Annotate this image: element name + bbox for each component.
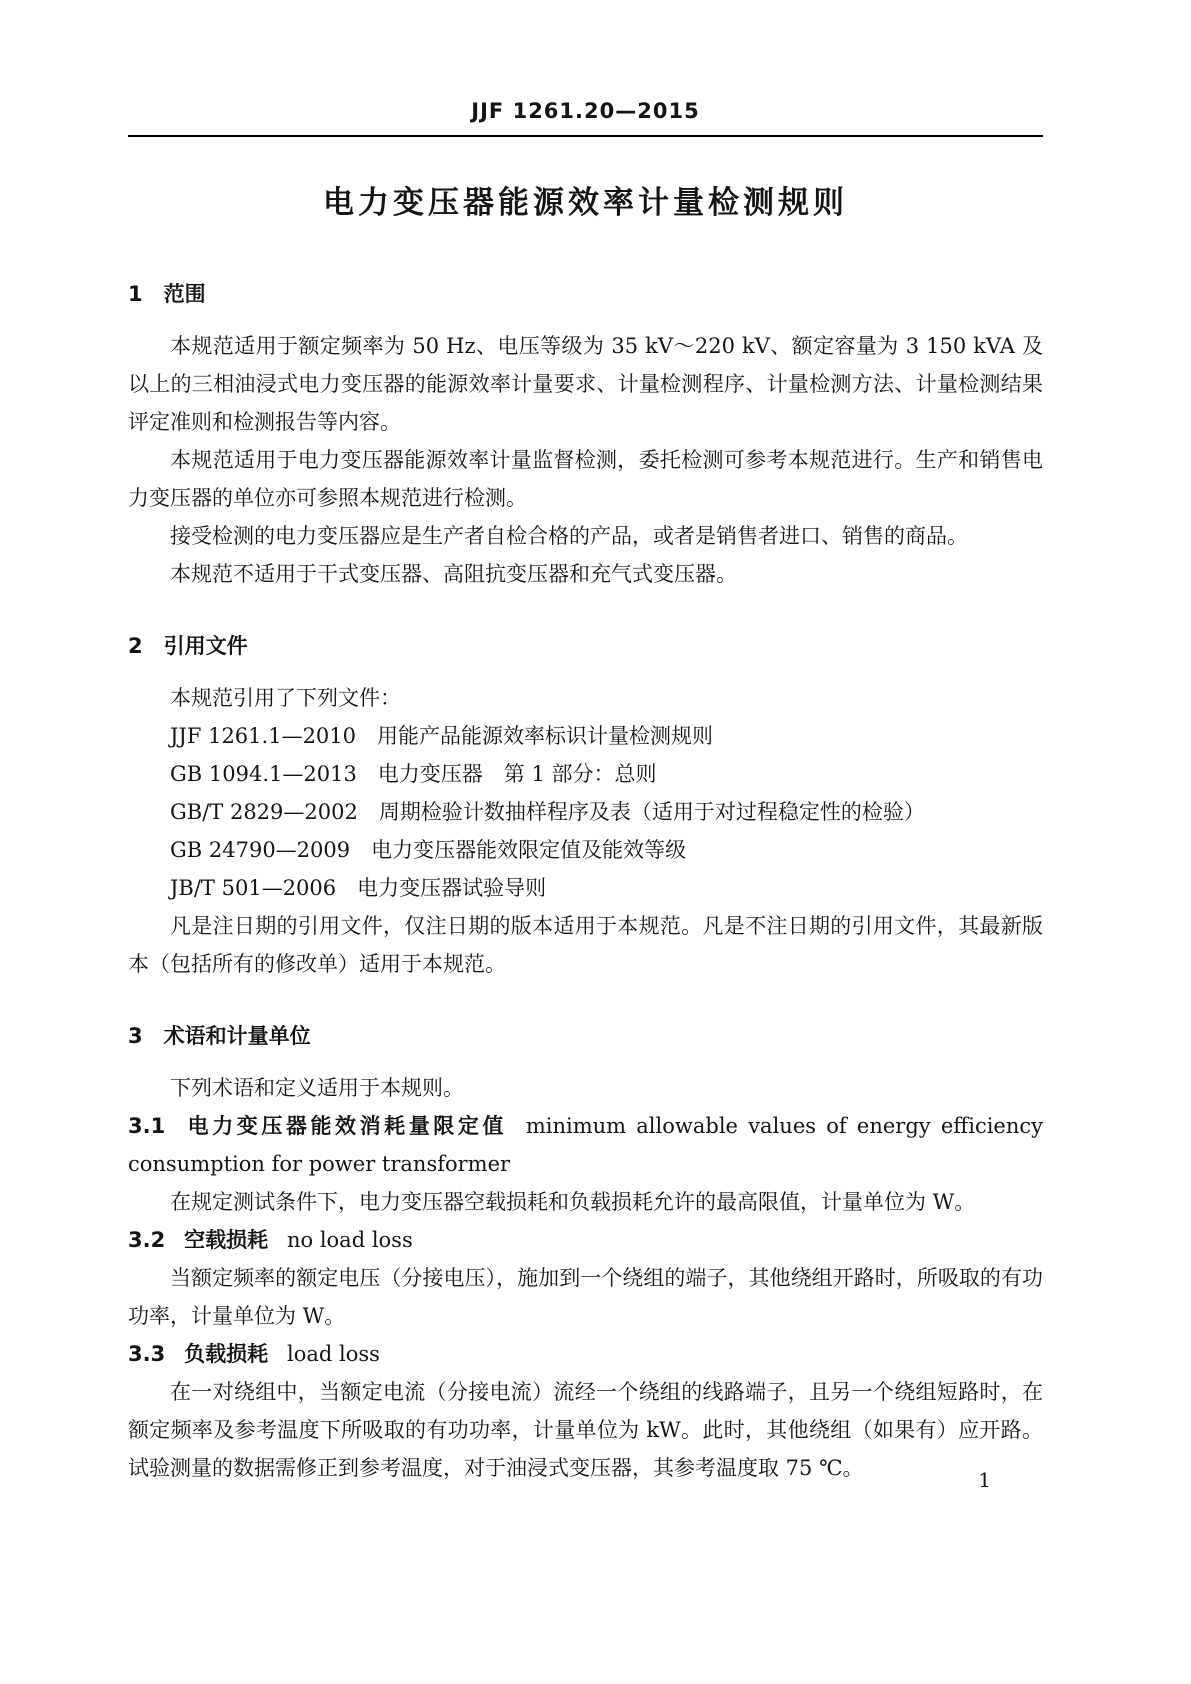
page-header — [128, 98, 1043, 137]
reference-code: GB 24790—2009 — [170, 838, 351, 862]
header-rule — [128, 135, 1043, 137]
reference-title: 电力变压器 第 1 部分：总则 — [377, 762, 657, 786]
section-title: 范围 — [163, 282, 206, 306]
paragraph: 本规范引用了下列文件： — [170, 686, 401, 710]
reference-item — [128, 831, 1043, 869]
reference-title: 周期检验计数抽样程序及表（适用于对过程稳定性的检验） — [378, 800, 925, 824]
paragraph: 下列术语和定义适用于本规则。 — [170, 1076, 464, 1100]
section-terms — [128, 1017, 1043, 1487]
section-references — [128, 627, 1043, 983]
section-3-heading — [128, 1017, 1043, 1055]
term-number: 3.2 — [128, 1228, 166, 1252]
reference-item — [128, 755, 1043, 793]
term-name-en: load loss — [286, 1342, 380, 1366]
term-number: 3.3 — [128, 1342, 166, 1366]
term-definition: 当额定频率的额定电压（分接电压），施加到一个绕组的端子，其他绕组开路时，所吸取的有功功率，计量单位为 W。 — [128, 1266, 1043, 1328]
reference-code: GB 1094.1—2013 — [170, 762, 357, 786]
paragraph: 本规范不适用于干式变压器、高阻抗变压器和充气式变压器。 — [170, 562, 737, 586]
term-name-en: no load loss — [286, 1228, 413, 1252]
term-definition: 在规定测试条件下，电力变压器空载损耗和负载损耗允许的最高限值，计量单位为 W。 — [170, 1190, 976, 1214]
term-name-zh: 电力变压器能效消耗量限定值 — [184, 1114, 507, 1138]
reference-item — [128, 869, 1043, 907]
section-2-heading — [128, 627, 1043, 665]
reference-title: 用能产品能源效率标识计量检测规则 — [377, 724, 714, 748]
section-title: 引用文件 — [163, 634, 248, 658]
section-number: 3 — [128, 1024, 143, 1048]
reference-item — [128, 717, 1043, 755]
section-scope — [128, 275, 1043, 593]
reference-code: GB/T 2829—2002 — [170, 800, 358, 824]
section-title: 术语和计量单位 — [163, 1024, 311, 1048]
doc-code: JJF 1261.20—2015 — [471, 99, 700, 123]
reference-title: 电力变压器试验导则 — [357, 876, 547, 900]
document-title: 电力变压器能源效率计量检测规则 — [323, 185, 848, 221]
term-name-zh: 负载损耗 — [184, 1342, 269, 1366]
term-name-en: minimum allowable values of energy efficiency consumption for power transformer — [128, 1114, 1043, 1176]
term-number: 3.1 — [128, 1114, 166, 1138]
paragraph: 凡是注日期的引用文件，仅注日期的版本适用于本规范。凡是不注日期的引用文件，其最新版本（包括所有的修改单）适用于本规范。 — [128, 914, 1043, 976]
term-name-zh: 空载损耗 — [184, 1228, 269, 1252]
paragraph: 本规范适用于额定频率为 50 Hz、电压等级为 35 kV～220 kV、额定容量为 3 150 kVA 及以上的三相油浸式电力变压器的能源效率计量要求、计量检测程序、计量检测方法、计量检测结果评定准则和检测报告等内容。 — [128, 334, 1043, 434]
reference-title: 电力变压器能效限定值及能效等级 — [371, 838, 687, 862]
paragraph: 接受检测的电力变压器应是生产者自检合格的产品，或者是销售者进口、销售的商品。 — [170, 524, 968, 548]
reference-code: JJF 1261.1—2010 — [170, 724, 357, 748]
reference-item — [128, 793, 1043, 831]
term-heading — [128, 1107, 1043, 1183]
term-heading — [128, 1335, 1043, 1373]
term-definition: 在一对绕组中，当额定电流（分接电流）流经一个绕组的线路端子，且另一个绕组短路时，在额定频率及参考温度下所吸取的有功功率，计量单位为 kW。此时，其他绕组（如果有）应开路。试验测量的数据需修正到参考温度，对于油浸式变压器，其参考温度取 75 ℃。 — [128, 1380, 1043, 1480]
section-number: 1 — [128, 282, 143, 306]
reference-code: JB/T 501—2006 — [170, 876, 337, 900]
page-number: 1 — [978, 1468, 991, 1492]
section-1-heading — [128, 275, 1043, 313]
paragraph: 本规范适用于电力变压器能源效率计量监督检测，委托检测可参考本规范进行。生产和销售电力变压器的单位亦可参照本规范进行检测。 — [128, 448, 1043, 510]
section-number: 2 — [128, 634, 143, 658]
term-heading — [128, 1221, 1043, 1259]
